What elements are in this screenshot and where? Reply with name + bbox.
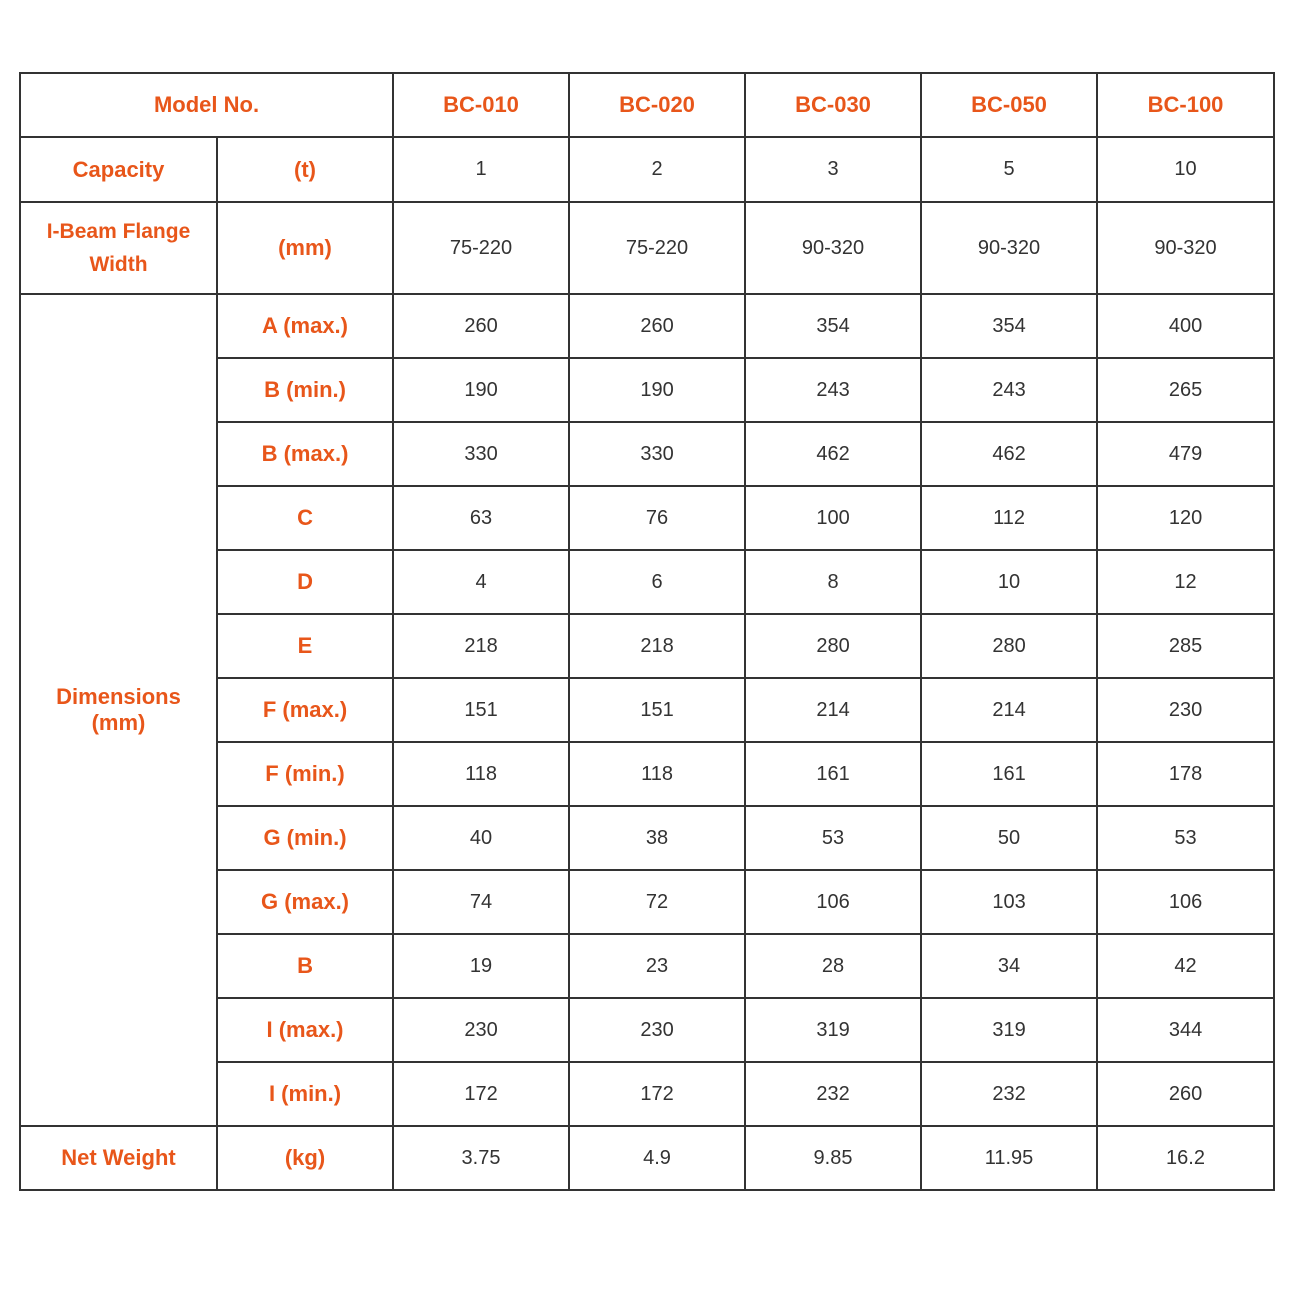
dimension-label: B (min.) (217, 358, 393, 422)
dimension-value: 230 (1097, 678, 1274, 742)
dimension-label: F (max.) (217, 678, 393, 742)
flange-width-value: 90-320 (921, 202, 1097, 294)
dimension-value: 42 (1097, 934, 1274, 998)
dimension-value: 4 (393, 550, 569, 614)
dimension-value: 10 (921, 550, 1097, 614)
dimension-label: B (max.) (217, 422, 393, 486)
header-row (20, 73, 1274, 137)
dimension-value: 19 (393, 934, 569, 998)
dimension-value: 190 (393, 358, 569, 422)
dimension-label: G (min.) (217, 806, 393, 870)
dimension-value: 232 (921, 1062, 1097, 1126)
dimension-label: F (min.) (217, 742, 393, 806)
dimension-value: 344 (1097, 998, 1274, 1062)
dimension-value: 23 (569, 934, 745, 998)
spec-table (19, 72, 1275, 1191)
dimension-value: 230 (569, 998, 745, 1062)
flange-width-value: 75-220 (569, 202, 745, 294)
dimension-value: 106 (1097, 870, 1274, 934)
net-weight-value: 4.9 (569, 1126, 745, 1190)
dimension-value: 190 (569, 358, 745, 422)
dimension-label: C (217, 486, 393, 550)
dimension-value: 112 (921, 486, 1097, 550)
capacity-value: 10 (1097, 137, 1274, 202)
dimension-value: 53 (1097, 806, 1274, 870)
dimension-value: 6 (569, 550, 745, 614)
capacity-value: 3 (745, 137, 921, 202)
dimension-value: 214 (745, 678, 921, 742)
dimension-value: 12 (1097, 550, 1274, 614)
dimension-value: 330 (569, 422, 745, 486)
flange-width-value: 90-320 (745, 202, 921, 294)
net-weight-value: 9.85 (745, 1126, 921, 1190)
dimension-value: 243 (745, 358, 921, 422)
model-no-label: Model No. (20, 73, 393, 137)
model-header-cell: BC-100 (1097, 73, 1274, 137)
dimension-value: 72 (569, 870, 745, 934)
dimension-value: 74 (393, 870, 569, 934)
dimension-value: 260 (393, 294, 569, 358)
flange-width-value: 90-320 (1097, 202, 1274, 294)
dimension-value: 400 (1097, 294, 1274, 358)
flange-width-row (20, 202, 1274, 294)
net-weight-row (20, 1126, 1274, 1190)
net-weight-value: 3.75 (393, 1126, 569, 1190)
dimension-value: 50 (921, 806, 1097, 870)
flange-width-label-line2: Width (89, 253, 148, 276)
flange-width-unit: (mm) (217, 202, 393, 294)
dimension-value: 214 (921, 678, 1097, 742)
model-header-cell: BC-050 (921, 73, 1097, 137)
dimension-value: 479 (1097, 422, 1274, 486)
dimension-value: 462 (745, 422, 921, 486)
dimension-value: 76 (569, 486, 745, 550)
dimension-value: 330 (393, 422, 569, 486)
flange-width-label-line1: I-Beam Flange (46, 220, 191, 243)
dimension-value: 118 (569, 742, 745, 806)
net-weight-unit: (kg) (217, 1126, 393, 1190)
dimensions-label-line2: (mm) (91, 710, 146, 735)
dimension-value: 40 (393, 806, 569, 870)
dimension-value: 161 (745, 742, 921, 806)
capacity-value: 2 (569, 137, 745, 202)
net-weight-value: 16.2 (1097, 1126, 1274, 1190)
dimensions-group-label (20, 294, 217, 1126)
dimension-row (20, 294, 1274, 358)
flange-width-value: 75-220 (393, 202, 569, 294)
dimension-value: 172 (393, 1062, 569, 1126)
dimension-value: 319 (745, 998, 921, 1062)
dimension-value: 218 (569, 614, 745, 678)
dimension-label: G (max.) (217, 870, 393, 934)
dimension-value: 34 (921, 934, 1097, 998)
dimension-value: 232 (745, 1062, 921, 1126)
dimension-value: 172 (569, 1062, 745, 1126)
dimension-label: A (max.) (217, 294, 393, 358)
dimension-value: 354 (745, 294, 921, 358)
model-header-cell: BC-020 (569, 73, 745, 137)
dimension-label: D (217, 550, 393, 614)
dimension-value: 28 (745, 934, 921, 998)
dimension-value: 265 (1097, 358, 1274, 422)
dimension-value: 118 (393, 742, 569, 806)
dimensions-label-line1: Dimensions (56, 684, 181, 709)
dimension-value: 161 (921, 742, 1097, 806)
dimension-value: 103 (921, 870, 1097, 934)
dimension-value: 151 (569, 678, 745, 742)
dimension-value: 243 (921, 358, 1097, 422)
dimension-value: 260 (1097, 1062, 1274, 1126)
dimension-value: 354 (921, 294, 1097, 358)
dimension-value: 462 (921, 422, 1097, 486)
capacity-label: Capacity (20, 137, 217, 202)
model-header-cell: BC-030 (745, 73, 921, 137)
dimension-value: 280 (921, 614, 1097, 678)
dimension-value: 53 (745, 806, 921, 870)
model-header-cell: BC-010 (393, 73, 569, 137)
net-weight-label: Net Weight (20, 1126, 217, 1190)
dimension-value: 38 (569, 806, 745, 870)
dimension-value: 230 (393, 998, 569, 1062)
dimension-label: I (min.) (217, 1062, 393, 1126)
dimension-label: E (217, 614, 393, 678)
dimension-value: 106 (745, 870, 921, 934)
dimension-value: 280 (745, 614, 921, 678)
dimension-value: 285 (1097, 614, 1274, 678)
dimension-value: 319 (921, 998, 1097, 1062)
dimension-value: 218 (393, 614, 569, 678)
dimension-label: I (max.) (217, 998, 393, 1062)
flange-width-label (20, 202, 217, 294)
capacity-unit: (t) (217, 137, 393, 202)
capacity-value: 1 (393, 137, 569, 202)
dimension-value: 8 (745, 550, 921, 614)
net-weight-value: 11.95 (921, 1126, 1097, 1190)
dimension-value: 178 (1097, 742, 1274, 806)
dimension-value: 63 (393, 486, 569, 550)
dimension-value: 120 (1097, 486, 1274, 550)
dimension-value: 151 (393, 678, 569, 742)
dimension-value: 260 (569, 294, 745, 358)
capacity-row (20, 137, 1274, 202)
dimension-value: 100 (745, 486, 921, 550)
dimension-label: B (217, 934, 393, 998)
capacity-value: 5 (921, 137, 1097, 202)
